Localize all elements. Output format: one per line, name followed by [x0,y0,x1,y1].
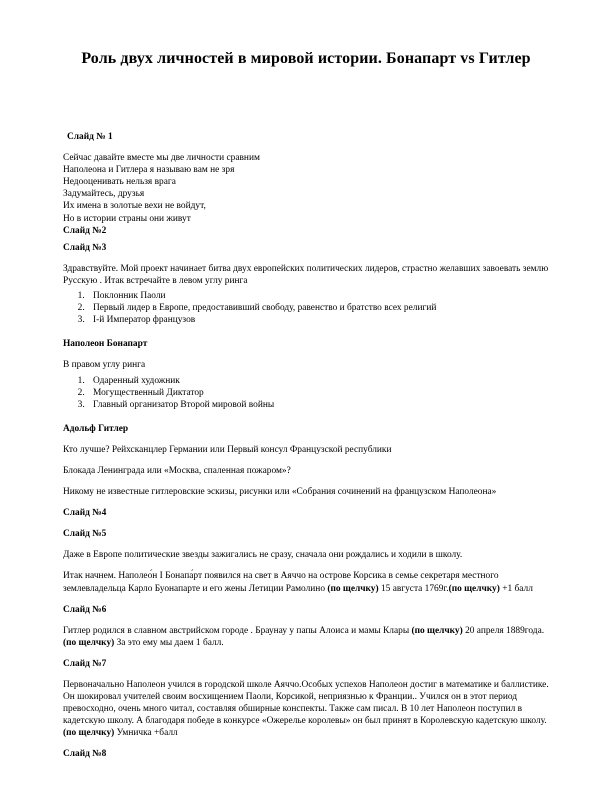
list-item: 2. Первый лидер в Европе, предоставивший свободу, равенство и братство всех религий [87,302,553,314]
slide-1-heading: Слайд № 1 [67,132,113,142]
list-item: 1. Одаренный художник [87,375,553,387]
list-item: 3. I-й Император французов [87,314,553,326]
poem-line: Задумайтесь, друзья [63,189,145,200]
slide-5-heading: Слайд №5 [63,529,107,540]
slide-3-intro: Здравствуйте. Мой проект начинает битва двух европейских политических лидеров, страстно желавших завоевать землю Русскую . Итак встречайте в левом углу ринга [63,263,549,286]
poem-line: Их имена в золотые вехи не войдут, [63,201,206,212]
slide-2-heading: Слайд №2 [63,225,107,236]
poem-line: Наполеона и Гитлера я называю вам не зря [63,165,235,176]
poem-line: Сейчас давайте вместе мы две личности сравним [63,153,260,164]
hitler-paragraph: Блокада Ленинграда или «Москва, спаленная пожаром»? [63,465,291,476]
list-item: 1. Поклонник Паоли [87,290,553,302]
slide-3-heading: Слайд №3 [63,242,107,253]
hitler-paragraph: Никому не известные гитлеровские эскизы, рисунки или «Собрания сочинений на французском Наполеона» [63,487,497,498]
hitler-paragraph: Кто лучше? Рейхсканцлер Германии или Первый консул Французской республики [63,444,392,455]
napoleon-list [63,375,553,411]
slide-7-paragraph: Первоначально Наполеон учился в городской школе Аяччо.Особых успехов Наполеон достиг в математике и баллистике. Он шокировал учителей своим восхищением Паоли, Корсикой, неприязнью к Франции.. Учился он в этот период превосходно, очень много читал, составляя обширные конспекты. Также сам писал. В 10 лет Наполеон поступил в кадетскую школу. А благодаря победе в конкурсе «Ожерелье королевы» он был принят в Королевскую кадетскую школу. (по щелчку) Умничка +балл [63,680,549,739]
napoleon-intro: В правом углу ринга [63,360,146,371]
document-title: Роль двух личностей в мировой истории. Бонапарт vs Гитлер [81,50,531,67]
document-body [63,131,553,761]
list-item: 2. Могущественный Диктатор [87,387,553,399]
slide-3-list [63,290,553,326]
poem [63,152,553,225]
napoleon-heading: Наполеон Бонапарт [63,339,148,350]
slide-4-heading: Слайд №4 [63,508,107,519]
slide-6-heading: Слайд №6 [63,604,107,615]
list-item: 3. Главный организатор Второй мировой войны [87,399,553,411]
slide-5-paragraph: Итак начнем. Наполео́н I Бонапа́рт появился на свет в Аяччо на острове Корсика в семье секретаря местного землевладельца Карло Буонапарте и его жены Летиции Рамолино (по щелчку) 15 августа 1769г.(по щелчку) +1 балл [63,571,533,594]
slide-6-paragraph: Гитлер родился в славном австрийском городе . Браунау у папы Алоиса и мамы Клары (по щелчку) 20 апреля 1889года. (по щелчку) За это ему мы даем 1 балл. [63,625,545,648]
hitler-heading: Адольф Гитлер [63,423,129,434]
slide-5-paragraph: Даже в Европе политические звезды зажигались не сразу, сначала они рождались и ходили в школу. [63,550,463,561]
poem-line: Но в истории страны они живут [63,213,191,224]
slide-8-heading: Слайд №8 [63,749,107,760]
poem-line: Недооценивать нельзя врага [63,177,176,188]
slide-7-heading: Слайд №7 [63,658,107,669]
